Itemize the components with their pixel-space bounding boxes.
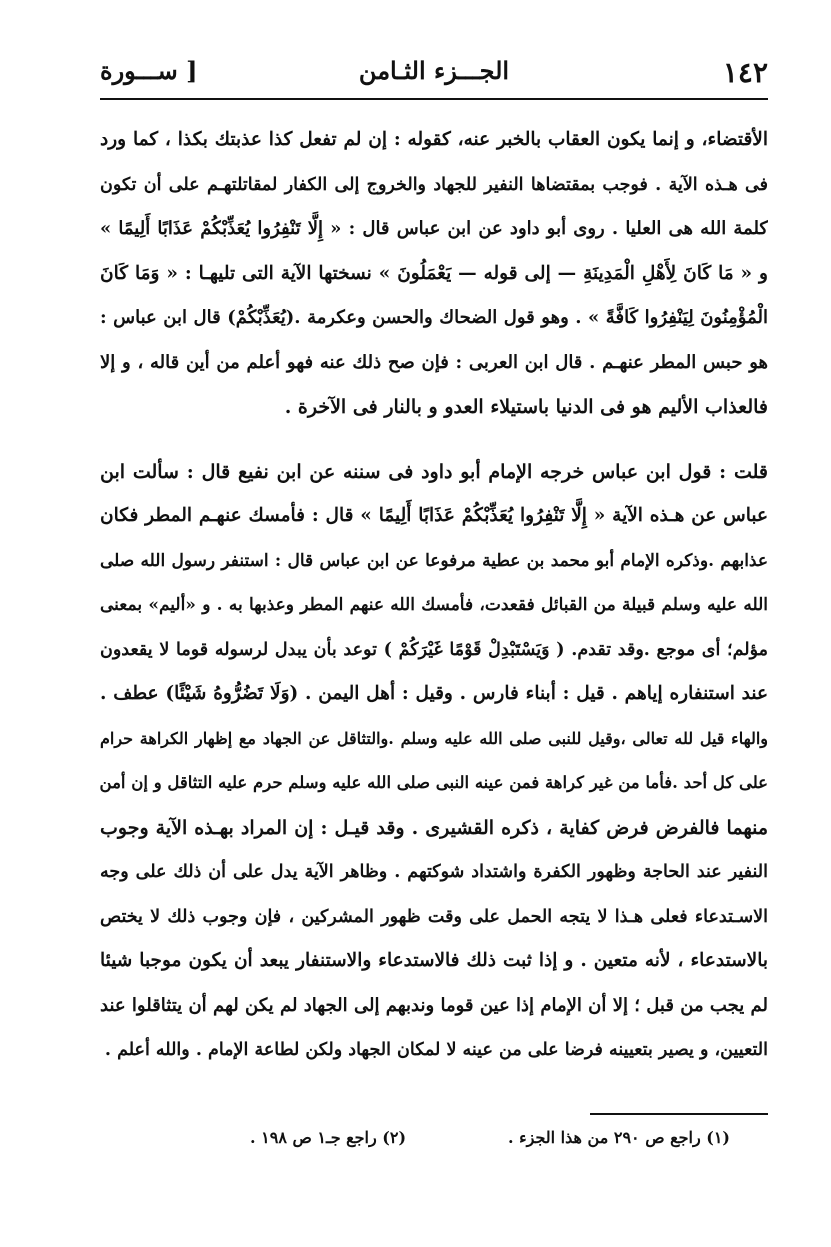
text-line: الله عليه وسلم قبيلة من القبائل فقعدت، فأمسك الله عنهم المطر وعذبها به . و «أليم» بمعنى [100, 595, 768, 615]
text-line: كلمة الله هى العليا . روى أبو داود عن ابن عباس قال : « إِلَّا تَنْفِرُوا يُعَذِّبْكُمْ عَذَابًا أَلِيمًا » [100, 218, 768, 239]
text-line: والهاء قيل لله تعالى ،وقيل للنبى صلى الله عليه وسلم .والتثاقل عن الجهاد مع إظهار الكراهة حرام [100, 728, 768, 748]
text-line: لم يجب من قبل ؛ إلا أن الإمام إذا عين قوما وندبهم إلى الجهاد لم يكن لهم أن يتثاقلوا عند [100, 994, 768, 1016]
text-line: و « مَا كَانَ لِأَهْلِ الْمَدِينَةِ — إلى قوله — يَعْمَلُونَ » نسختها الآية التى تليهـا : « وَمَا كَانَ [100, 262, 768, 284]
footnote-1: (١) راجع ص ٢٩٠ من هذا الجزء . [507, 1128, 730, 1147]
text-line: الاسـتدعاء فعلى هـذا لا يتجه الحمل على وقت ظهور المشركين ، فإن وجوب ذلك لا يختص [100, 906, 768, 927]
text-line: منهما فالفرض فرض كفاية ، ذكره القشيرى . وقد قيـل : إن المراد بهـذه الآية وجوب [100, 816, 768, 839]
text-line: عند استنفاره إياهم . قيل : أبناء فارس . وقيل : أهل اليمن . (وَلَا تَضُرُّوهُ شَيْئًا) عطف . [100, 683, 768, 704]
text-line: بالاستدعاء ، لأنه متعين . و إذا ثبت ذلك فالاستدعاء والاستنفار يبعد أن يكون موجبا شيئا [100, 950, 768, 971]
text-line: عذابهم .وذكره الإمام أبو محمد بن عطية مرفوعا عن ابن عباس قال : استنفر رسول الله صلى [100, 550, 768, 571]
running-head: الجـــزء الثـامن [358, 56, 510, 85]
text-line: فى هـذه الآية . فوجب بمقتضاها النفير للجهاد والخروج إلى الكفار لمقاتلتهـم على أن تكون [100, 174, 768, 195]
paragraph-1 [100, 118, 768, 430]
text-line: النفير عند الحاجة وظهور الكفرة واشتداد شوكتهم . وظاهر الآية يدل على أن ذلك على وجه [100, 862, 768, 882]
footnote-divider [590, 1113, 768, 1115]
text-line: مؤلم؛ أى موجع .وقد تقدم. ( وَيَسْتَبْدِلْ قَوْمًا غَيْرَكُمْ ) توعد بأن يبدل لرسوله قوما لا يقعدون [100, 639, 768, 660]
text-line: الأقتضاء، و إنما يكون العقاب بالخبر عنه، كقوله : إن لم تفعل كذا عذبتك بكذا ، كما ورد [100, 129, 768, 150]
page-header [100, 52, 768, 98]
header-divider [100, 98, 768, 100]
surah-label: [ ســـورة [100, 56, 198, 85]
footnotes [250, 1128, 730, 1158]
text-line: التعيين، و يصير بتعيينه فرضا على من عينه لا لمكان الجهاد ولكن لطاعة الإمام . والله أعلم . [104, 1040, 768, 1060]
footnote-2: (٢) راجع جـ١ ص ١٩٨ . [250, 1128, 407, 1147]
text-line: هو حبس المطر عنهـم . قال ابن العربى : فإن صح ذلك عنه فهو أعلم من أين قاله ، و إلا [100, 351, 768, 373]
body-text [100, 118, 768, 1073]
page-number: ١٤٢ [722, 56, 768, 89]
text-line: فالعذاب الأليم هو فى الدنيا باستيلاء العدو و بالنار فى الآخرة . [284, 396, 768, 418]
paragraph-2 [100, 450, 768, 1073]
text-line: عباس عن هـذه الآية « إِلَّا تَنْفِرُوا يُعَذِّبْكُمْ عَذَابًا أَلِيمًا » قال : فأمسك عنهـم المطر فكان [100, 505, 768, 526]
text-line: قلت : قول ابن عباس خرجه الإمام أبو داود فى سننه عن ابن نفيع قال : سألت ابن [100, 460, 768, 483]
text-line: على كل أحد .فأما من غير كراهة فمن عينه النبى صلى الله عليه وسلم حرم عليه التثاقل و إن أمن [100, 773, 768, 792]
text-line: الْمُؤْمِنُونَ لِيَنْفِرُوا كَافَّةً » . وهو قول الضحاك والحسن وعكرمة .(يُعَذِّبْكُمْ) قال ابن عباس : [100, 307, 768, 328]
